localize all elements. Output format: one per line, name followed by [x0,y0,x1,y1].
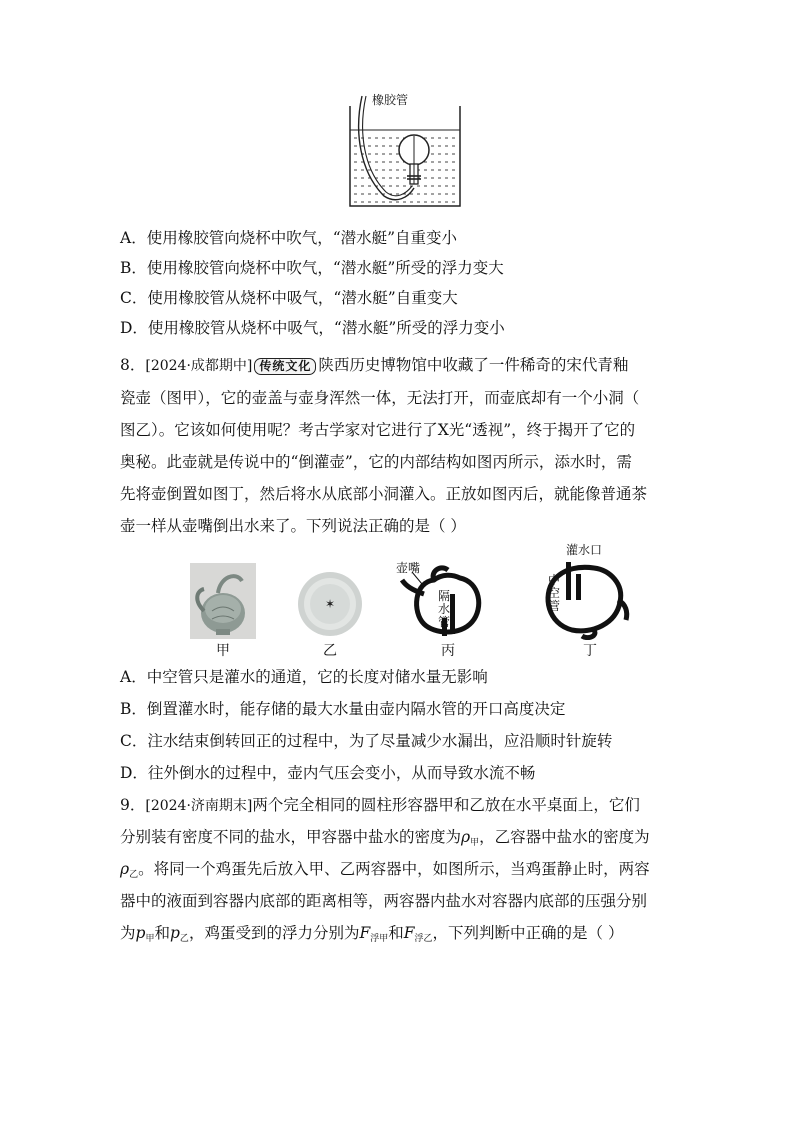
q8-option-a: A．中空管只是灌水的通道，它的长度对储水量无影响 [120,668,488,686]
q8-number: 8． [120,356,146,374]
q9-source: [2024·济南期末] [145,798,253,814]
q7-option-a: A．使用橡胶管向烧杯中吹气，“潜水艇”自重变小 [120,229,458,247]
q9-text-3: 。将同一个鸡蛋先后放入甲、乙两容器中，如图所示，当鸡蛋静止时，两容 [138,860,650,878]
teapot-photo-jia [190,563,256,639]
rho-symbol-2: ρ [120,860,130,878]
q9-text-5b: ，鸡蛋受到的浮力分别为 [188,924,360,942]
q9-text-2b: ，乙容器中盐水的密度为 [479,828,650,846]
caption-ding: 丁 [583,643,597,659]
rho-symbol: ρ [461,828,471,846]
q8-first-line [120,355,628,376]
q9-text-2a: 分别装有密度不同的盐水，甲容器中盐水的密度为 [120,828,462,846]
and-word: 和 [154,924,170,942]
teapot-section-ding [532,540,632,640]
p-symbol: p [135,924,146,942]
q7-option-d: D．使用橡胶管从烧杯中吸气，“潜水艇”所受的浮力变小 [120,319,505,337]
f-sub-yi: 浮乙 [414,934,433,944]
teapot-bottom-yi [296,570,364,638]
q9-line-5 [120,923,623,949]
q8-option-c: C．注水结束倒转回正的过程中，为了尽量减少水漏出，应沿顺时针旋转 [120,732,613,750]
hollow-tube-label: 中空管 [548,573,561,613]
q8-line-1: 瓷壶（图甲），它的壶盖与壶身浑然一体，无法打开，而壶底却有一个小洞（ [120,389,640,407]
rho-sub-jia: 甲 [470,838,480,848]
caption-yi: 乙 [323,643,337,659]
q8-option-b: B．倒置灌水时，能存储的最大水量由壶内隔水管的开口高度决定 [120,700,566,718]
p-sub-jia: 甲 [145,934,155,944]
beaker-submarine-figure [340,92,470,212]
q8-line-3: 奥秘。此壶就是传说中的“倒灌壶”，它的内部结构如图丙所示，添水时，需 [120,453,632,471]
inlet-label: 灌水口 [566,543,603,557]
caption-bing: 丙 [441,643,455,659]
q9-number: 9． [120,796,146,814]
q9-text-5c: ，下列判断中正确的是（ ） [432,924,624,942]
and-word-2: 和 [388,924,404,942]
hole-star-icon: ✶ [324,597,336,611]
q9-text-5a: 为 [120,924,136,942]
q7-option-b: B．使用橡胶管向烧杯中吹气，“潜水艇”所受的浮力变大 [120,259,504,277]
p-sub-yi: 乙 [179,934,189,944]
q8-line-0: 陕西历史博物馆中收藏了一件稀奇的宋代青釉 [318,356,629,374]
f-sub-jia: 浮甲 [370,934,389,944]
q8-line-2: 图乙）。它该如何使用呢？考古学家对它进行了X光“透视”，终于揭开了它的 [120,421,636,439]
spout-label: 壶嘴 [396,561,421,575]
rubber-tube-label: 橡胶管 [372,93,409,107]
q9-line-3 [120,859,650,885]
rho-sub-yi: 乙 [129,870,139,880]
traditional-culture-tag: 传统文化 [254,358,316,375]
f-symbol: F [359,924,371,942]
q8-option-d: D．往外倒水的过程中，壶内气压会变小，从而导致水流不畅 [120,764,536,782]
q9-text-1: 两个完全相同的圆柱形容器甲和乙放在水平桌面上，它们 [252,796,640,814]
partition-tube-label: 隔水管 [438,589,451,629]
q8-line-4: 先将壶倒置如图丁，然后将水从底部小洞灌入。正放如图丙后，就能像普通茶 [120,485,648,503]
q8-line-5: 壶一样从壶嘴倒出水来了。下列说法正确的是（ ） [120,517,466,535]
q8-source: [2024·成都期中] [145,358,253,374]
q7-option-c: C．使用橡胶管从烧杯中吸气，“潜水艇”自重变大 [120,289,458,307]
q9-line-2 [120,827,650,853]
p-symbol-2: p [169,924,180,942]
q9-line-4: 器中的液面到容器内底部的距离相等，两容器内盐水对容器内底部的压强分别 [120,892,648,910]
f-symbol-2: F [403,924,415,942]
q9-line-1 [120,795,640,816]
caption-jia: 甲 [216,643,230,659]
teapot-section-bing [394,560,494,642]
